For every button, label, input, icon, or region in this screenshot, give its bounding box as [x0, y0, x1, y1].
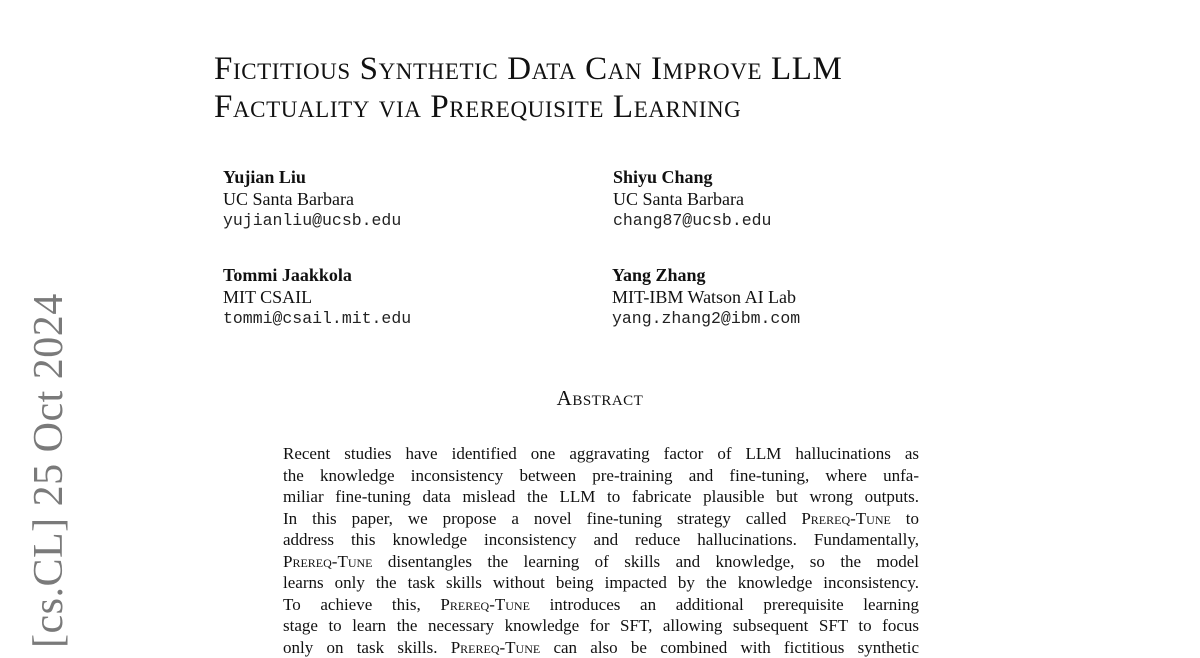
- author-block: [223, 264, 411, 330]
- author-email[interactable]: tommi@csail.mit.edu: [223, 308, 411, 330]
- paper-title: [214, 50, 1014, 126]
- abstract-line: the knowledge inconsistency between pre-training and fine-tuning, where unfa-: [283, 465, 919, 487]
- author-email[interactable]: yang.zhang2@ibm.com: [612, 308, 800, 330]
- abstract-line: To achieve this, Prereq-Tune introduces an additional prerequisite learning: [283, 594, 919, 616]
- method-name: Prereq-Tune: [801, 509, 891, 528]
- author-block: [612, 264, 800, 330]
- abstract-line: Prereq-Tune disentangles the learning of skills and knowledge, so the model: [283, 551, 919, 573]
- author-block: [223, 166, 401, 232]
- title-line: Fictitious Synthetic Data Can Improve LLM: [214, 50, 1014, 88]
- abstract-line: learns only the task skills without being impacted by the knowledge inconsistency.: [283, 572, 919, 594]
- author-name: Yang Zhang: [612, 264, 800, 286]
- abstract-heading: Abstract: [0, 386, 1200, 410]
- author-affiliation: UC Santa Barbara: [613, 188, 771, 210]
- method-name: Prereq-Tune: [440, 595, 530, 614]
- author-email[interactable]: yujianliu@ucsb.edu: [223, 210, 401, 232]
- author-name: Yujian Liu: [223, 166, 401, 188]
- abstract-line: only on task skills. Prereq-Tune can also be combined with fictitious synthetic: [283, 637, 919, 658]
- author-email[interactable]: chang87@ucsb.edu: [613, 210, 771, 232]
- author-block: [613, 166, 771, 232]
- author-name: Shiyu Chang: [613, 166, 771, 188]
- method-name: Prereq-Tune: [283, 552, 373, 571]
- author-affiliation: UC Santa Barbara: [223, 188, 401, 210]
- author-affiliation: MIT-IBM Watson AI Lab: [612, 286, 800, 308]
- author-affiliation: MIT CSAIL: [223, 286, 411, 308]
- abstract-line: miliar fine-tuning data mislead the LLM to fabricate plausible but wrong outputs.: [283, 486, 919, 508]
- method-name: Prereq-Tune: [451, 638, 541, 657]
- arxiv-identifier: [cs.CL] 25 Oct 2024: [28, 308, 70, 648]
- abstract-body: [283, 443, 919, 658]
- abstract-line: Recent studies have identified one aggravating factor of LLM hallucinations as: [283, 443, 919, 465]
- abstract-line: In this paper, we propose a novel fine-tuning strategy called Prereq-Tune to: [283, 508, 919, 530]
- abstract-line: address this knowledge inconsistency and reduce hallucinations. Fundamentally,: [283, 529, 919, 551]
- author-name: Tommi Jaakkola: [223, 264, 411, 286]
- abstract-line: stage to learn the necessary knowledge for SFT, allowing subsequent SFT to focus: [283, 615, 919, 637]
- title-line: Factuality via Prerequisite Learning: [214, 88, 1014, 126]
